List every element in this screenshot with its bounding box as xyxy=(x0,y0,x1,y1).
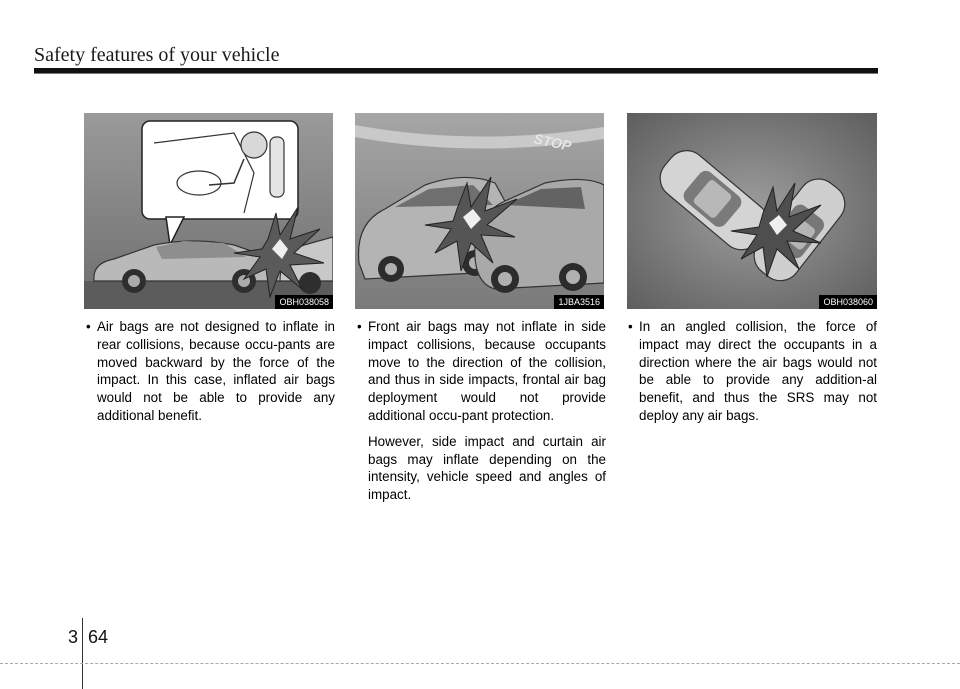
text-column-1 xyxy=(83,318,335,425)
rear-collision-illustration xyxy=(84,113,333,309)
chapter-number: 3 xyxy=(68,627,79,647)
side-impact-illustration xyxy=(355,113,604,309)
figure-rear-collision xyxy=(84,113,333,309)
text-column-2 xyxy=(354,318,606,504)
page-header-title: Safety features of your vehicle xyxy=(34,44,280,66)
figure-side-impact xyxy=(355,113,604,309)
header-rule xyxy=(34,68,878,73)
page-number: 64 xyxy=(88,627,109,647)
bullet-item xyxy=(625,318,877,425)
footer-rule xyxy=(0,663,960,664)
bullet-item xyxy=(83,318,335,425)
road-stop-text: STOP xyxy=(532,130,573,154)
paragraph-text: However, side impact and curtain air bags may inflate depending on the intensity, vehicle speed and angles of impact. xyxy=(368,433,606,503)
figure-code-label: 1JBA3516 xyxy=(554,295,604,309)
footer-divider xyxy=(82,618,83,689)
bullet-text: • In an angled collision, the force of impact may direct the occupants in a direction where the air bags would not be able to provide any addition-al benefit, and thus the SRS may not deploy any air bags. xyxy=(639,319,877,423)
figure-angled-collision xyxy=(627,113,877,309)
bullet-item xyxy=(354,318,606,425)
angled-collision-illustration xyxy=(627,113,877,309)
bullet-text: • Front air bags may not inflate in side impact collisions, because occupants move to the direction of the collision, and thus in side impacts, frontal air bag deployment would not provide additional occu-pant protection. xyxy=(368,319,606,423)
figure-code-label: OBH038060 xyxy=(819,295,877,309)
figure-code-label: OBH038058 xyxy=(275,295,333,309)
text-column-3 xyxy=(625,318,877,425)
bullet-text: • Air bags are not designed to inflate in rear collisions, because occu-pants are moved backward by the force of the impact. In this case, inflated air bags would not be able to provide any additional benefit. xyxy=(97,319,335,423)
